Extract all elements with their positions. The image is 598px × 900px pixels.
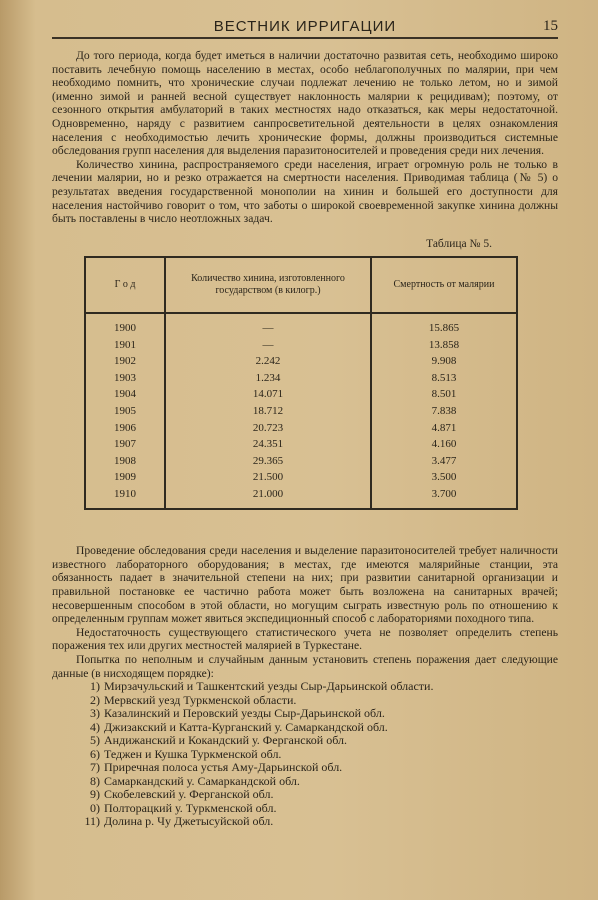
list-item-number: 5) xyxy=(90,733,100,748)
quinine-mortality-table xyxy=(84,256,518,511)
paragraph: Недостаточность существующего статистического учета не позволяет определить степень поражения тех или других местностей малярией в Туркестане. xyxy=(52,625,558,653)
list-item xyxy=(80,802,558,816)
table-row xyxy=(85,313,517,337)
table-row xyxy=(85,436,517,453)
header-mortality: Смертность от малярии xyxy=(371,257,517,313)
list-item xyxy=(80,680,558,694)
list-item-number: 9) xyxy=(90,787,100,802)
list-item-number: 2) xyxy=(90,692,100,707)
list-item-text: Андижанский и Кокандский у. Ферганской обл. xyxy=(104,733,348,748)
cell-year: 1907 xyxy=(114,438,136,451)
list-item-text: Джизакский и Катта-Курганский у. Самаркандской обл. xyxy=(104,719,388,734)
paragraph: Количество хинина, распространяемого среди населения, играет огромную роль не только в лечении малярии, но и резко отражается на смертности населения. Приводимая таблица (№ 5) о результатах введения государственной монополии на хинин и большей его доступности для населения настойчиво говорит о том, что заботы о широкой своевременной закупке хинина должны быть поставлены в число неотложных задач. xyxy=(52,157,558,226)
table-row xyxy=(85,469,517,486)
cell-quantity: 14.071 xyxy=(165,386,371,403)
cell-year: 1906 xyxy=(114,421,136,434)
list-item-number: 7) xyxy=(90,760,100,775)
table-row xyxy=(85,452,517,469)
table-header-row xyxy=(85,257,517,313)
cell-quantity: 24.351 xyxy=(165,436,371,453)
cell-year: 1902 xyxy=(114,355,136,368)
cell-mortality: 4.871 xyxy=(371,419,517,436)
list-item xyxy=(80,761,558,775)
list-item-text: Приречная полоса устья Аму-Дарьинской обл. xyxy=(104,760,343,775)
list-item xyxy=(80,734,558,748)
cell-mortality: 3.700 xyxy=(371,486,517,510)
cell-year: 1908 xyxy=(114,454,136,467)
list-item-number: 4) xyxy=(90,719,100,734)
header-year: Г о д xyxy=(85,257,165,313)
text-after-table xyxy=(52,544,558,680)
cell-quantity: — xyxy=(165,313,371,337)
list-item-number: 1) xyxy=(90,679,100,694)
cell-quantity: 29.365 xyxy=(165,452,371,469)
cell-year: 1900 xyxy=(114,322,136,335)
cell-quantity: 21.000 xyxy=(165,486,371,510)
cell-year: 1904 xyxy=(114,388,136,401)
cell-quantity: 20.723 xyxy=(165,419,371,436)
cell-year: 1905 xyxy=(114,404,136,417)
table-row xyxy=(85,486,517,510)
cell-quantity: 1.234 xyxy=(165,370,371,387)
list-item xyxy=(80,707,558,721)
cell-mortality: 8.513 xyxy=(371,370,517,387)
list-item-number: 11) xyxy=(84,814,100,829)
list-item-text: Теджен и Кушка Туркменской обл. xyxy=(104,746,282,761)
list-item-number: 8) xyxy=(90,773,100,788)
cell-year: 1910 xyxy=(114,487,136,500)
district-list xyxy=(80,680,558,829)
running-head xyxy=(52,18,558,39)
list-item-text: Казалинский и Перовский уезды Сыр-Дарьинской обл. xyxy=(104,706,385,721)
cell-mortality: 4.160 xyxy=(371,436,517,453)
list-item-number: 3) xyxy=(90,706,100,721)
table-wrapper xyxy=(44,256,558,511)
cell-mortality: 7.838 xyxy=(371,403,517,420)
list-item-text: Скобелевский у. Ферганской обл. xyxy=(104,787,274,802)
list-item xyxy=(80,748,558,762)
header-quantity: Количество хинина, изготовленного государством (в килогр.) xyxy=(165,257,371,313)
journal-title: ВЕСТНИК ИРРИГАЦИИ xyxy=(213,18,397,35)
table-row xyxy=(85,353,517,370)
table-row xyxy=(85,336,517,353)
paragraph: Проведение обследования среди населения и выделение паразитоносителей требует наличности известного лабораторного оборудования; в местах, где имеются малярийные станции, эта обязанность падает в значительной степени на них; при развитии санитарной организации и правильной постановке ее частично работа может быть возложена на санитарных врачей; несовершенным способом в этой области, но могущим сыграть известную роль по отношению к определенным группам может явиться экспедиционный способ с лабораториями походного типа. xyxy=(52,544,558,626)
list-item-number: 6) xyxy=(90,746,100,761)
list-item-text: Долина р. Чу Джетысуйской обл. xyxy=(104,814,274,829)
list-item-text: Полторацкий у. Туркменской обл. xyxy=(104,800,277,815)
cell-mortality: 3.500 xyxy=(371,469,517,486)
paragraph: До того периода, когда будет иметься в наличии достаточно развитая сеть, необходимо широко поставить лечебную помощь населению в местах, особо неблагополучных по малярии, при чем необходимо помнить, что хронические случаи подлежат лечению не только летом, но и зимой (именно зимой и ранней весной существует наклонность малярии к рецидивам); поэтому, от сезонного открытия амбулаторий в таких местностях надо отказаться, как меры недостаточной. Одновременно, наряду с развитием санпросветительной деятельности в целях ознакомления населения с необходимостью лечить хронические формы, должны производиться системные обследования групп населения для выделения паразитоносителей и проведения среди них лечения. xyxy=(52,49,558,158)
list-item xyxy=(80,775,558,789)
table-row xyxy=(85,386,517,403)
cell-year: 1903 xyxy=(114,371,136,384)
list-item xyxy=(80,694,558,708)
table-row xyxy=(85,370,517,387)
list-item xyxy=(80,815,558,829)
cell-year: 1901 xyxy=(114,338,136,351)
cell-quantity: 2.242 xyxy=(165,353,371,370)
table-row xyxy=(85,419,517,436)
table-body xyxy=(85,313,517,510)
list-item-text: Самаркандский у. Самаркандской обл. xyxy=(104,773,300,788)
cell-mortality: 3.477 xyxy=(371,452,517,469)
table-caption: Таблица № 5. xyxy=(426,237,492,250)
cell-quantity: 21.500 xyxy=(165,469,371,486)
cell-year: 1909 xyxy=(114,471,136,484)
paragraph: Попытка по неполным и случайным данным установить степень поражения дает следующие данные (в нисходящем порядке): xyxy=(52,653,558,680)
list-item xyxy=(80,788,558,802)
cell-mortality: 13.858 xyxy=(371,336,517,353)
cell-quantity: — xyxy=(165,336,371,353)
cell-quantity: 18.712 xyxy=(165,403,371,420)
list-item-number: 0) xyxy=(90,800,100,815)
list-item xyxy=(80,721,558,735)
table-row xyxy=(85,403,517,420)
list-item-text: Мирзачульский и Ташкентский уезды Сыр-Дарьинской области. xyxy=(104,679,434,694)
cell-mortality: 8.501 xyxy=(371,386,517,403)
page-number: 15 xyxy=(543,18,558,34)
cell-mortality: 15.865 xyxy=(371,313,517,337)
list-item-text: Мервский уезд Туркменской области. xyxy=(104,692,297,707)
cell-mortality: 9.908 xyxy=(371,353,517,370)
